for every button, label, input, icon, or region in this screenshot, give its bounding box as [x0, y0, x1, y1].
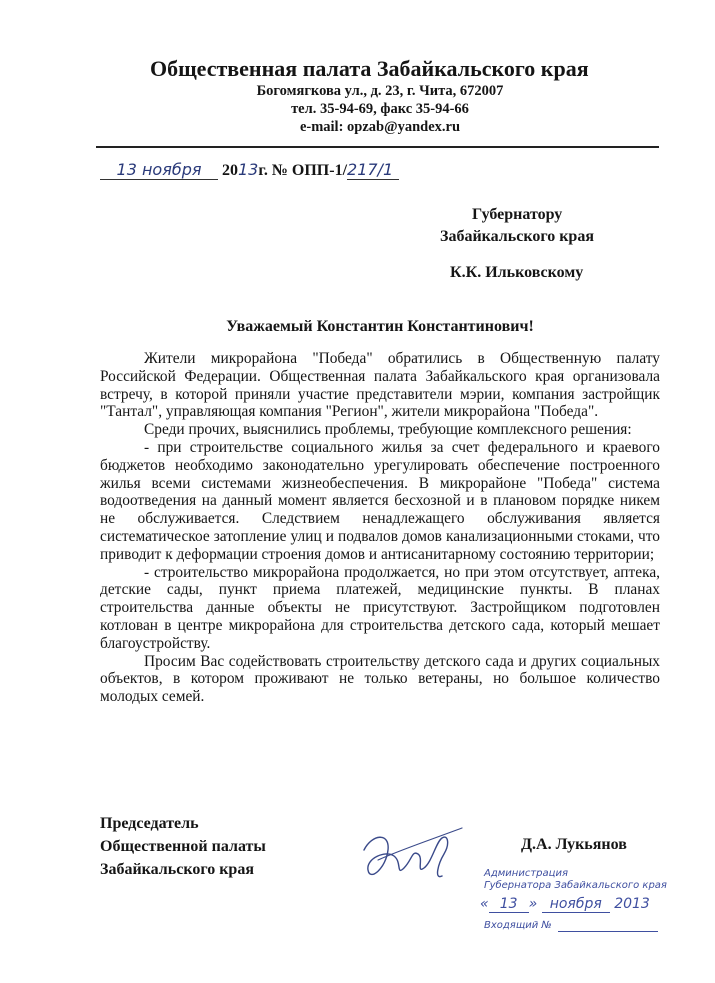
organization-address: Богомягкова ул., д. 23, г. Чита, 672007: [256, 83, 504, 99]
signer-name: Д.А. Лукьянов: [521, 836, 627, 853]
handwritten-signature: [350, 820, 470, 890]
signer-title-line: Общественной палаты: [100, 838, 266, 855]
organization-phones: тел. 35-94-69, факс 35-94-66: [291, 101, 469, 117]
reference-year-prefix: 20: [222, 162, 238, 179]
organization-title: Общественная палата Забайкальского края: [150, 56, 589, 81]
stamp-quote-open: «: [480, 896, 489, 912]
reference-number-prefix: г. № ОПП-1/: [258, 162, 348, 179]
letterhead: [100, 56, 660, 136]
addressee-name: К.К. Ильковскому: [450, 264, 584, 281]
stamp-day: 13: [489, 896, 529, 913]
body-paragraph: - при строительстве социального жилья за счет федерального и краевого бюджетов необходимо законодательно урегулировать обеспечение построенного жилья всеми системами жизнеобеспечения. В микрорайоне "Победа" система водоотведения на данный момент является бесхозной и в плановом порядке никем не обслуживается. Следствием ненадлежащего обслуживания является систематическое затопление улиц и подвалов домов канализационными стоками, что приводит к деформации строения домов и антисанитарному состоянию территории;: [100, 438, 660, 563]
stamp-incoming-field: [558, 931, 658, 932]
organization-email: e-mail: opzab@yandex.ru: [299, 119, 461, 135]
addressee-block: [440, 204, 640, 284]
stamp-quote-close: »: [528, 896, 538, 912]
signer-title-block: [100, 812, 266, 881]
letter-body: [100, 350, 660, 706]
body-paragraph: Жители микрорайона "Победа" обратились в Общественную палату Российской Федерации. Общественная палата Забайкальского края организовала встречу, в которой приняли участие представители мэрии, компания застройщик "Тантал", управляющая компания "Регион", жители микрорайона "Победа".: [100, 350, 660, 421]
stamp-administration: Администрация: [484, 868, 568, 879]
registration-stamp: [478, 868, 668, 938]
stamp-date: [480, 896, 650, 913]
body-paragraph: - строительство микрорайона продолжается, но при этом отсутствует, аптека, детские сады, пункт приема платежей, медицинские пункты. В планах строительства данные объекты не присутствуют. Застройщиком подготовлен котлован в центре микрорайона для строительства детского сада, который мешает благоустройству.: [100, 563, 660, 652]
stamp-incoming-label: Входящий №: [484, 920, 552, 931]
reference-line: [100, 160, 399, 180]
stamp-year-prefix: 20: [614, 896, 633, 912]
stamp-governor: Губернатора Забайкальского края: [484, 880, 667, 891]
body-paragraph: Просим Вас содействовать строительству детского сада и других социальных объектов, в котором проживают не только ветераны, но большое количество молодых семей.: [100, 652, 660, 706]
addressee-region: Забайкальского края: [440, 228, 594, 245]
salutation: Уважаемый Константин Константинович!: [226, 318, 534, 335]
addressee-position: Губернатору: [472, 206, 563, 223]
handwritten-number: 217/1: [347, 160, 399, 180]
handwritten-year: 13: [238, 160, 259, 179]
signer-title-line: Председатель: [100, 815, 199, 832]
letterhead-divider: [96, 146, 659, 148]
stamp-year: 13: [632, 896, 650, 912]
stamp-month: ноября: [542, 896, 610, 913]
handwritten-date: 13 ноября: [100, 160, 218, 180]
signer-title-line: Забайкальского края: [100, 861, 254, 878]
body-paragraph: Среди прочих, выяснились проблемы, требующие комплексного решения:: [144, 421, 632, 439]
